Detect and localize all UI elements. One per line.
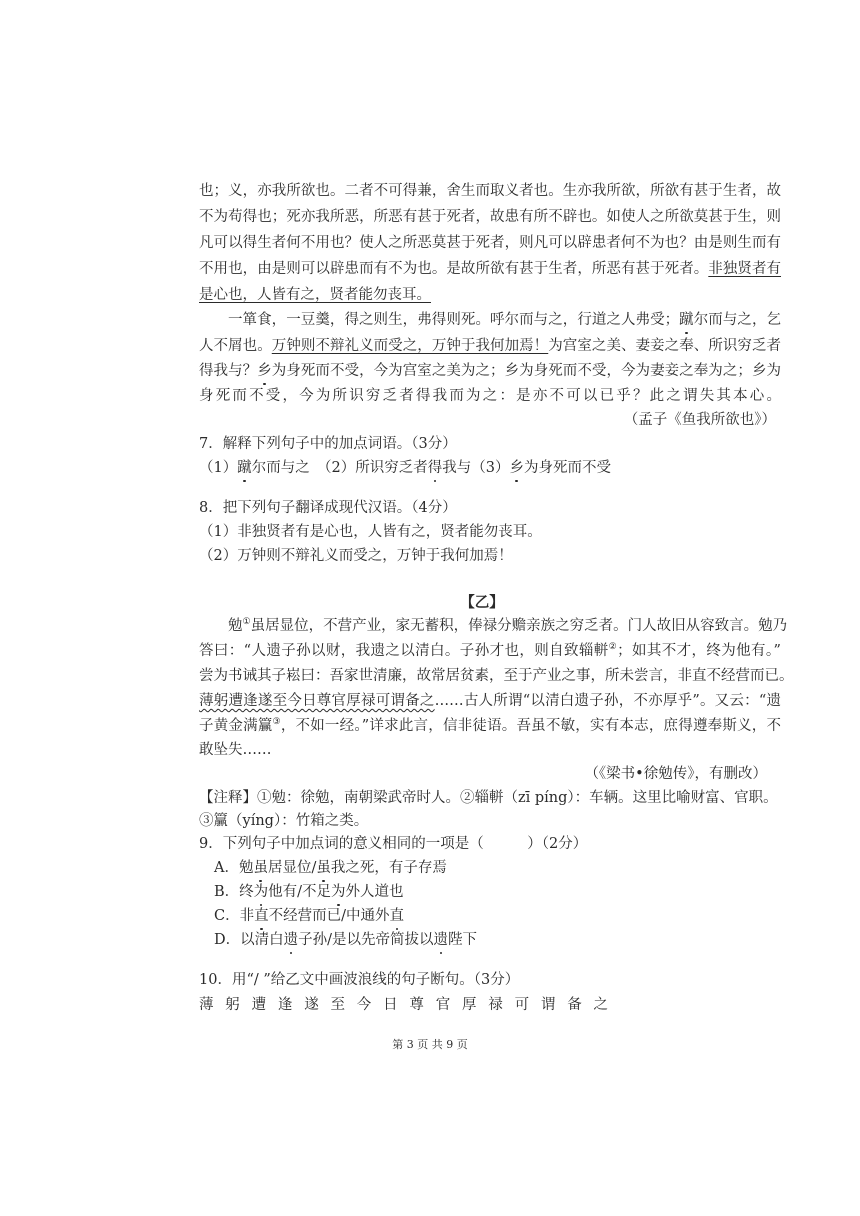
dotted-word: 虽 <box>316 860 331 876</box>
passage-line <box>199 691 781 711</box>
dotted-word: 为 <box>331 884 346 900</box>
dotted-word: 直 <box>389 908 404 924</box>
passage-text: 虽居显位，不营产业，家无蓄积，俸禄分赡亲族之穷乏者。门人故旧从容致言。勉乃 <box>250 618 788 634</box>
passage-text: 为宫室之美、妻妾之奉、所识穷乏者 <box>548 338 782 354</box>
passage-line <box>199 616 788 636</box>
annotation-line: ③籯（yíng）：竹箱之类。 <box>199 813 369 829</box>
question-9-option-c: C．非直不经营而已/中通外直 <box>214 908 404 924</box>
question-10-sentence: 薄躬遭逢遂至今日尊官厚禄可谓备之 <box>199 997 620 1013</box>
item-label: （1） <box>199 460 238 476</box>
page-footer: 第 3 页 共 9 页 <box>392 1038 468 1051</box>
passage-text: 得我与？ <box>199 363 258 379</box>
passage-line: 不为苟得也；死亦我所恶，所恶有甚于死者，故患有所不辟也。如使人之所欲莫甚于生，则 <box>199 209 781 225</box>
passage-text: 答曰：“人遗子孙以财，我遗之以清白。子孙才也，则自致辎軿 <box>199 643 609 659</box>
footnote-marker: ③ <box>272 717 281 728</box>
dotted-word: 遗 <box>433 932 449 948</box>
dotted-word: 遗 <box>283 932 299 948</box>
dotted-word: 直 <box>254 908 269 924</box>
passage-text: 一箪食，一豆羹，得之则生，弗得则死。呼尔而与之，行道之人弗受； <box>228 312 680 328</box>
section-heading-yi: 【乙】 <box>460 594 504 611</box>
item-text: （2）所识穷乏者 <box>324 460 428 476</box>
passage-source: （孟子《鱼我所欲也》） <box>623 412 776 428</box>
footnote-marker: ① <box>242 617 251 628</box>
passage-line: 也；义，亦我所欲也。二者不可得兼，舍生而取义者也。生亦我所欲，所欲有甚于生者，故 <box>199 183 781 199</box>
passage-line: 凡可以得生者何不用也？使人之所恶莫甚于死者，则凡可以辟患者何不为也？由是则生而有 <box>199 235 781 251</box>
footnote-marker: ② <box>608 642 618 653</box>
dotted-word: 乡 <box>257 363 272 379</box>
passage-line <box>199 259 781 279</box>
passage-line <box>199 310 781 330</box>
underlined-sentence: 万钟则不辩礼义而受之，万钟于我何加焉！ <box>271 338 549 354</box>
dotted-word: 乡 <box>509 460 524 476</box>
dotted-word: 为 <box>253 884 269 900</box>
item-text: 为身死而不受 <box>523 460 611 476</box>
passage-text: 尔而与之，乞 <box>693 312 782 328</box>
underlined-sentence: 是心也，人皆有之，贤者能勿丧耳。 <box>199 287 431 303</box>
passage-line <box>199 641 781 661</box>
annotation-line: 【注释】①勉：徐勉，南朝梁武帝时人。②辎軿（zī píng）：车辆。这里比喻财富、官职。 <box>199 790 778 806</box>
passage-source: （《梁书•徐勉传》，有删改） <box>584 766 767 782</box>
question-10-title: 10．用“/ ”给乙文中画波浪线的句子断句。（3分） <box>199 972 520 988</box>
passage-line <box>199 285 781 305</box>
item-text: 尔而与之 <box>251 460 310 476</box>
question-7-title: 7．解释下列句子中的加点词语。（3分） <box>199 436 457 452</box>
item-text: 我与（3） <box>442 460 510 476</box>
question-9-option-b: B．终为他有/不足为外人道也 <box>214 884 404 900</box>
passage-text: 人不屑也。 <box>199 338 272 354</box>
passage-text: ；如其不才，终为他有。” <box>617 643 781 659</box>
dotted-word: 得 <box>427 460 443 476</box>
dotted-word: 蹴 <box>679 312 694 328</box>
dotted-word: 蹴 <box>237 460 252 476</box>
passage-text: 为身死而不受，今为宫室之美为之；乡为身死而不受，今为妻妾之奉为之；乡为 <box>271 363 782 379</box>
question-8-item: （2）万钟则不辩礼义而受之，万钟于我何加焉！ <box>199 548 513 564</box>
underlined-sentence: 非独贤者有 <box>708 261 782 277</box>
passage-line <box>199 336 781 356</box>
passage-line <box>199 716 781 736</box>
question-9-title: 9．下列句子中加点词的意义相同的一项是（ ）（2分） <box>199 836 588 852</box>
question-9-option-d: D．以清白遗子孙/是以先帝简拔以遗陛下 <box>214 932 478 948</box>
passage-line: 敢坠失…… <box>199 742 272 758</box>
passage-text: 不用也，由是则可以辟患而有不为也。是故所欲有甚于生者，所恶有甚于死者。 <box>199 261 709 277</box>
passage-text: 勉 <box>228 618 243 634</box>
passage-text: 子黄金满籯 <box>199 718 273 734</box>
passage-line: 尝为书诫其子崧曰：吾家世清廉，故常居贫素，至于产业之事，所未尝言，非直不经营而已。 <box>199 668 794 684</box>
dotted-word: 虽 <box>253 860 268 876</box>
question-7-items <box>199 458 781 478</box>
question-8-title: 8．把下列句子翻译成现代汉语。（4分） <box>199 500 457 516</box>
question-9-option-a: A．勉虽居显位/虽我之死，有子存焉 <box>214 860 447 876</box>
question-8-item: （1）非独贤者有是心也，人皆有之，贤者能勿丧耳。 <box>199 524 542 540</box>
passage-line: 身死而不受，今为所识穷乏者得我而为之：是亦不可以已乎？此之谓失其本心。 <box>199 388 781 404</box>
passage-text: ……古人所谓“以清白遗子孙，不亦厚乎”。又云：“遗 <box>434 693 781 709</box>
passage-text: ，不如一经。”详求此言，信非徒语。吾虽不敏，实有本志，庶得遵奉斯义，不 <box>280 718 781 734</box>
wavy-underlined-sentence: 薄躬遭逢遂至今日尊官厚禄可谓备之 <box>199 693 435 709</box>
passage-line <box>199 361 781 381</box>
